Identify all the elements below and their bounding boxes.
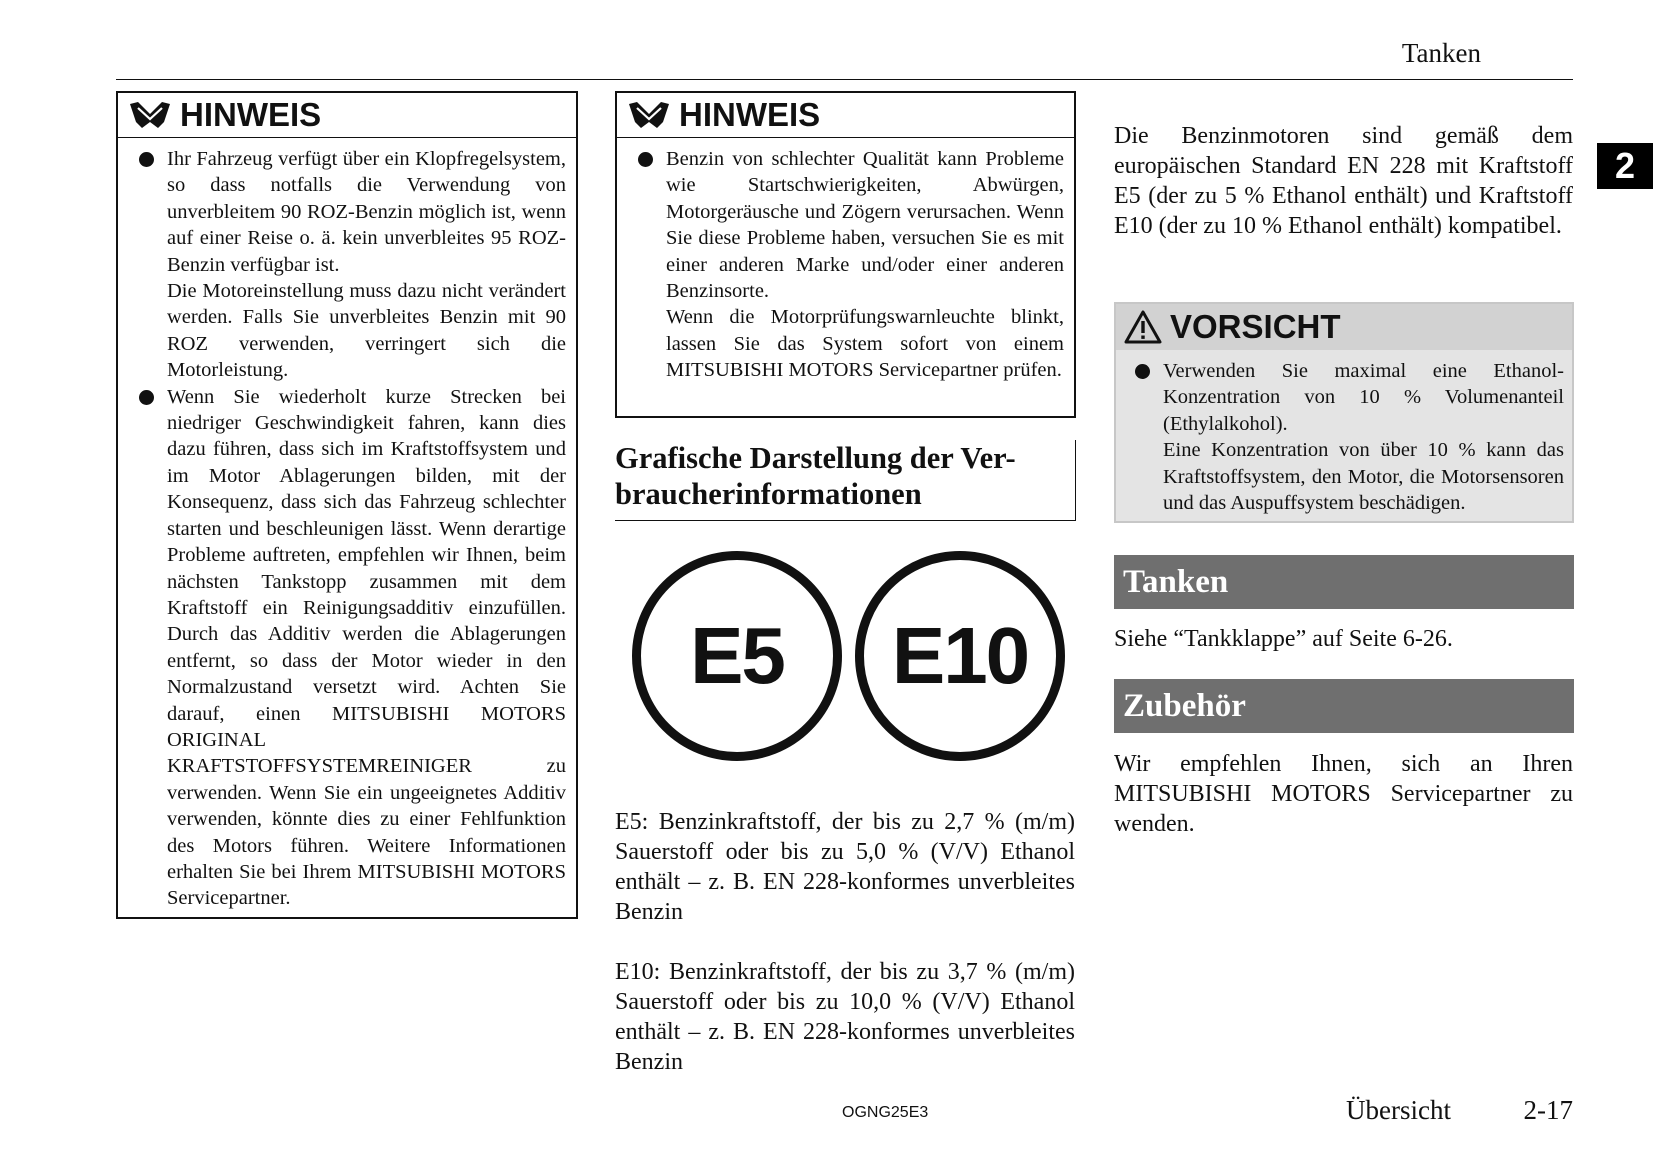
tanken-reference-link[interactable]: Siehe “Tankklappe” auf Seite 6-26.: [1114, 626, 1453, 652]
hinweis-notice-left: [116, 91, 578, 919]
section-heading-consumer-info: [615, 440, 1076, 521]
list-item-text: Die Motoreinstellung muss dazu nicht verändert werden. Falls Sie unverbleites Benzin mit 90 ROZ verwenden, verringert sich die Motorleistung.: [167, 280, 566, 382]
section-heading-line: Grafische Darstellung der Ver-: [615, 441, 1016, 475]
list-item-text: Eine Konzentration von über 10 % kann das Kraftstoffsystem, den Motor, die Motorsensoren und das Auspuffsystem beschädigen.: [1163, 439, 1564, 515]
e10-description: E10: Benzinkraftstoff, der bis zu 3,7 % (m/m) Sauerstoff oder bis zu 10,0 % (V/V) Ethanol enthält – z. B. EN 228-konformes unverbleites Benzin: [615, 959, 1075, 1075]
caution-header: [1116, 304, 1572, 350]
hinweis-notice-middle: [615, 91, 1076, 418]
notice-hand-icon: [128, 100, 172, 130]
list-item-text: Ihr Fahrzeug verfügt über ein Klopfregelsystem, so dass notfalls die Verwendung von unverbleitem 90 ROZ-Benzin möglich ist, wenn auf einer Reise o. ä. kein unverbleites 95 ROZ-Benzin verfügbar ist.: [167, 148, 566, 276]
list-item: [128, 384, 566, 912]
bullet-icon: [139, 390, 154, 405]
list-item-text: Wenn Sie wiederholt kurze Strecken bei niedriger Geschwindigkeit fahren, kann dies dazu führen, dass sich im Kraftstoffsystem und im Motor Ablagerungen bilden, mit der Konsequenz, dass sich das Fahrzeug schlechter starten und beschleunigen lässt. Wenn derartige Probleme auftreten, empfehlen wir Ihnen, beim nächsten Tankstopp zusammen mit dem Kraftstoff ein Reinigungsadditiv einzufüllen. Durch das Additiv werden die Ablagerungen entfernt, so dass der Motor wieder in den Normalzustand versetzt wird. Achten Sie darauf, einen MITSUBISHI MOTORS ORIGINAL KRAFTSTOFFSYSTEMREINIGER zu verwenden. Wenn Sie ein ungeeignetes Additiv verwenden, könnte dies zu einer Fehlfunktion des Motors führen. Weitere Informationen erhalten Sie bei Ihrem MITSUBISHI MOTORS Servicepartner.: [167, 385, 566, 910]
compatibility-paragraph: Die Benzinmotoren sind gemäß dem europäischen Standard EN 228 mit Kraftstoff E5 (der zu 5 % Ethanol enthält) und Kraftstoff E10 (der zu 10 % Ethanol enthält) kompatibel.: [1114, 123, 1573, 239]
notice-header: [118, 93, 576, 138]
document-code: OGNG25E3: [842, 1104, 929, 1121]
chapter-tab[interactable]: 2: [1597, 143, 1653, 189]
list-item: [1124, 358, 1564, 516]
running-header-title: Tanken: [1401, 38, 1481, 68]
bullet-icon: [638, 152, 653, 167]
caution-heading: VORSICHT: [1170, 308, 1341, 345]
notice-hand-icon: [627, 100, 671, 130]
section-heading-zubehoer: Zubehör: [1114, 679, 1574, 733]
vorsicht-caution-box: [1114, 302, 1574, 523]
header-rule: [116, 79, 1573, 80]
list-item: [128, 146, 566, 384]
section-heading-tanken: Tanken: [1114, 555, 1574, 609]
notice-heading: HINWEIS: [180, 96, 322, 133]
zubehoer-paragraph: Wir empfehlen Ihnen, sich an Ihren MITSUBISHI MOTORS Servicepartner zu wenden.: [1114, 751, 1573, 837]
bullet-icon: [139, 152, 154, 167]
notice-heading: HINWEIS: [679, 96, 821, 133]
notice-header: [617, 93, 1074, 138]
footer-section-name: Übersicht: [1346, 1095, 1451, 1125]
list-item-text: Verwenden Sie maximal eine Ethanol-Konzentration von 10 % Volumenanteil (Ethylalkohol).: [1163, 360, 1564, 435]
section-heading-line: braucherinformationen: [615, 477, 922, 511]
e10-fuel-label: E10: [855, 551, 1065, 761]
list-item: [627, 146, 1064, 384]
page-number: 2-17: [1523, 1095, 1573, 1125]
list-item-text: Benzin von schlechter Qualität kann Probleme wie Startschwierigkeiten, Abwürgen, Motorgeräusche und Zögern verursachen. Wenn Sie diese Probleme haben, versuchen Sie es mit einer anderen Marke und/oder einer anderen Benzinsorte.: [666, 148, 1064, 303]
list-item-text: Wenn die Motorprüfungswarnleuchte blinkt, lassen Sie das System sofort von einem MITSUBISHI MOTORS Servicepartner prüfen.: [666, 306, 1064, 382]
e5-fuel-label: E5: [632, 551, 842, 761]
bullet-icon: [1135, 364, 1150, 379]
e5-description: E5: Benzinkraftstoff, der bis zu 2,7 % (m/m) Sauerstoff oder bis zu 5,0 % (V/V) Ethanol enthält – z. B. EN 228-konformes unverbleites Benzin: [615, 809, 1075, 925]
warning-triangle-icon: [1124, 310, 1162, 344]
